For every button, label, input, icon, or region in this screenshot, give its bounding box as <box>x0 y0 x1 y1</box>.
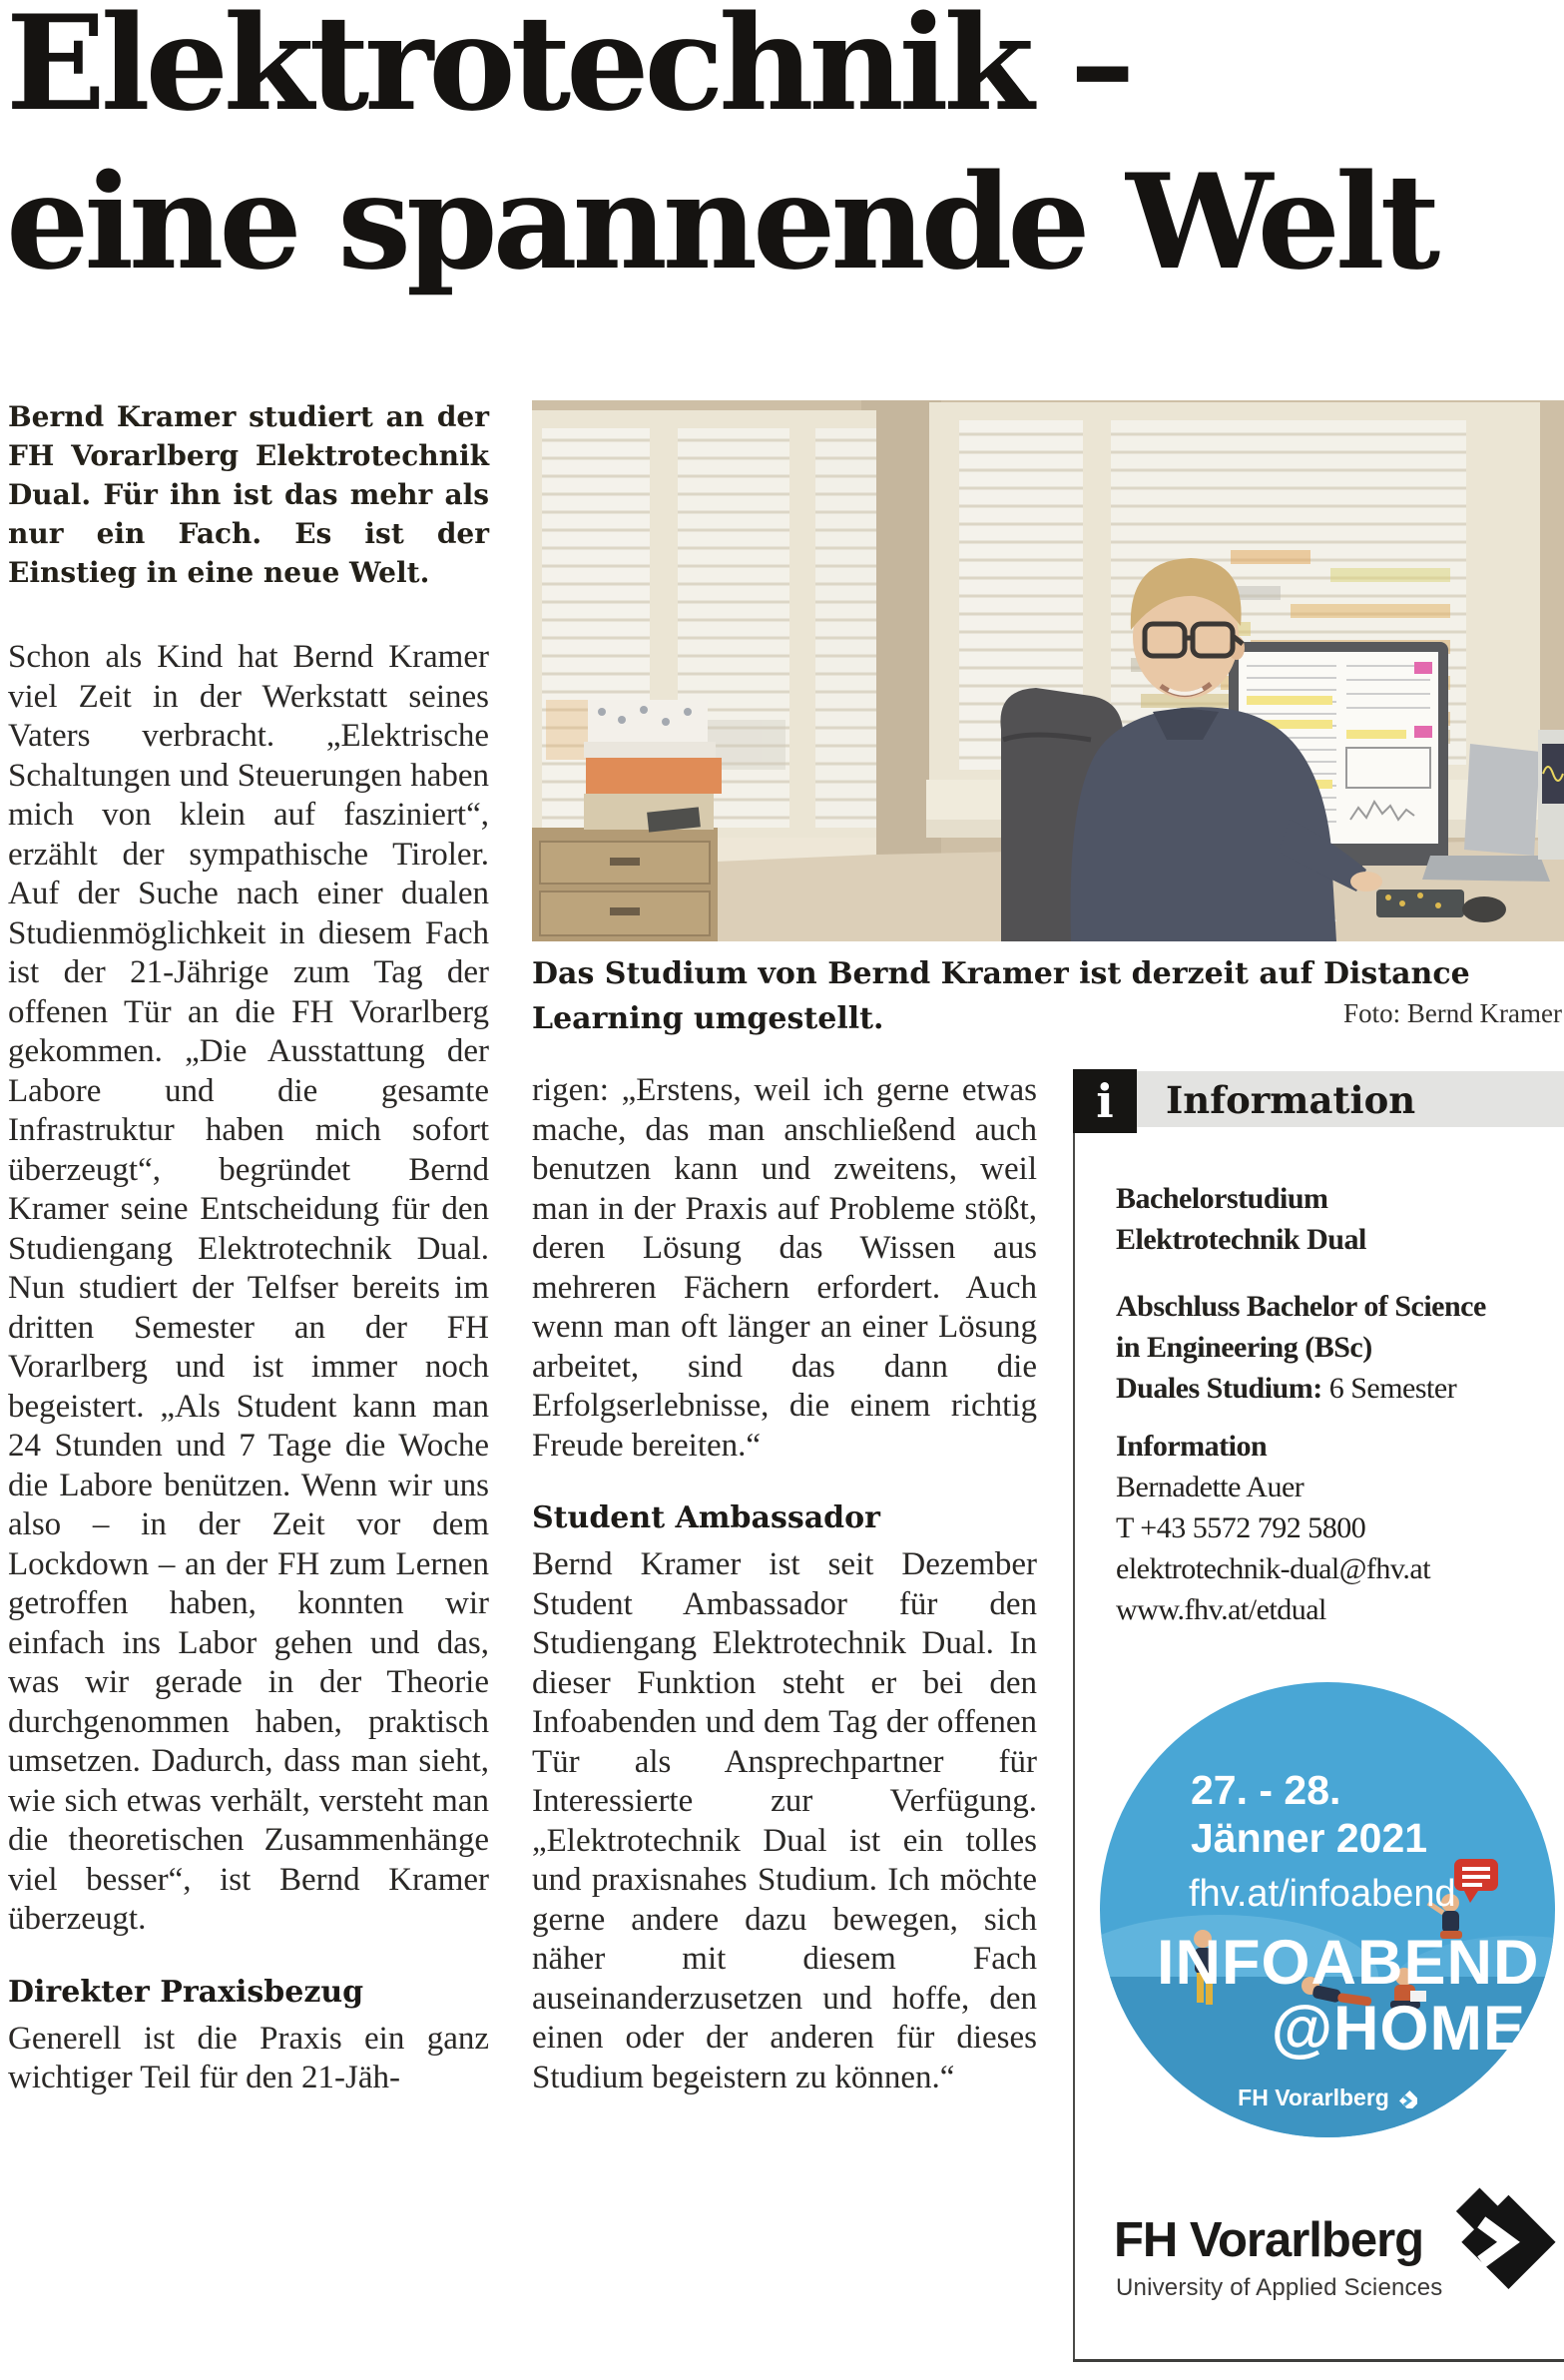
info-icon: i <box>1073 1069 1137 1133</box>
headline-line2: eine spannende Welt <box>6 145 1436 298</box>
infobox-contact-heading: Information <box>1116 1430 1268 1463</box>
article-paragraph: rigen: „Erstens, weil ich gerne etwas mache, das man anschließend auch benutzen kann und zweitens, weil man in der Praxis auf Probleme stößt, deren Lösung das Wissen aus mehreren Fächern erfordert. Auch wenn man oft länger an einer Lösung arbeitet, sind das dann die Erfolgserlebnisse, die einem richtig Freude bereiten.“ <box>532 1072 1037 1464</box>
infoabend-badge <box>1099 1681 1556 2138</box>
infobox-bottom-border <box>1073 2359 1564 2362</box>
badge-title-line1: INFOABEND <box>1157 1928 1540 1998</box>
badge-date-line1: 27. - 28. <box>1191 1767 1341 1813</box>
infobox-duration-value: 6 Semester <box>1321 1372 1457 1405</box>
fh-vorarlberg-logo-icon <box>1445 2182 1561 2298</box>
headline-line1: Elektrotechnik – <box>6 0 1131 140</box>
fhv-arrow-icon <box>1397 2088 1417 2108</box>
badge-url: fhv.at/infoabend <box>1189 1873 1456 1915</box>
article-paragraph: Schon als Kind hat Bernd Kramer viel Zeit in der Werkstatt seines Vaters verbracht. „Elektrische Schaltungen und Steuerungen haben mich von klein auf fasziniert“, erzählt der sympathische Tiroler. Auf der Suche nach einer dualen Studienmöglichkeit in diesem Fach ist der 21-Jährige zum Tag der offenen Tür an die FH Vorarlberg gekommen. „Die Ausstattung der Labore und die gesamte Infrastruktur haben mich sofort überzeugt“, begründet Bernd Kramer seine Entscheidung für den Studiengang Elektrotechnik Dual. Nun studiert der Telfser bereits im dritten Semester an der FH Vorarlberg und ist immer noch begeistert. „Als Student kann man 24 Stunden und 7 Tage die Woche die Labore benützen. Wenn wir uns also – in der Zeit vor dem Lockdown – an der FH zum Lernen getroffen haben, konnten wir einfach ins Labor gehen und das, was wir gerade in der Theorie durchgenommen haben, praktisch umsetzen. Dadurch, dass man sieht, wie sich etwas verhält, versteht man die theoretischen Zusammenhänge viel besser“, ist Bernd Kramer überzeugt. <box>8 639 489 1937</box>
infobox-contact-email: elektrotechnik-dual@fhv.at <box>1116 1552 1431 1585</box>
fh-vorarlberg-logo-name: FH Vorarlberg <box>1114 2213 1424 2267</box>
fh-vorarlberg-logo-subtitle: University of Applied Sciences <box>1116 2274 1443 2301</box>
article-column-2 <box>532 1071 1037 2097</box>
infobox-contact-web: www.fhv.at/etdual <box>1116 1593 1326 1626</box>
badge-brand-row <box>1099 2084 1556 2111</box>
photo-caption: Das Studium von Bernd Kramer ist derzeit auf Distance Learning umgestellt. <box>532 956 1470 1036</box>
infobox-duration-label: Duales Studium: <box>1116 1372 1322 1405</box>
article-headline <box>6 0 1435 301</box>
infobox-study-line2: Elektrotechnik Dual <box>1116 1223 1366 1256</box>
infobox-title: Information <box>1166 1078 1416 1122</box>
photo-illustration <box>532 400 1564 941</box>
article-column-1 <box>8 397 489 2098</box>
badge-brand-label: FH Vorarlberg <box>1238 2084 1389 2110</box>
infobox-degree-line2: in Engineering (BSc) <box>1116 1331 1372 1364</box>
article-paragraph: Generell ist die Praxis ein ganz wichtiger Teil für den 21-Jäh- <box>8 2020 489 2095</box>
badge-date-line2: Jänner 2021 <box>1191 1815 1428 1861</box>
article-photo <box>532 400 1564 941</box>
infobox-contact-phone: T +43 5572 792 5800 <box>1116 1511 1366 1544</box>
badge-title-line2: @HOME <box>1271 1994 1526 2064</box>
infobox-contact-name: Bernadette Auer <box>1116 1471 1304 1503</box>
subhead-direkter-praxisbezug: Direkter Praxisbezug <box>8 1974 364 2010</box>
article-lead: Bernd Kramer studiert an der FH Vorarlberg Elektrotechnik Dual. Für ihn ist das mehr als nur ein Fach. Es ist der Einstieg in eine neue Welt. <box>8 400 489 589</box>
infobox-left-border <box>1073 1128 1075 2362</box>
photo-credit: Foto: Bernd Kramer <box>1343 998 1562 1028</box>
subhead-student-ambassador: Student Ambassador <box>532 1500 880 1535</box>
infobox-degree-line1: Abschluss Bachelor of Science <box>1116 1290 1486 1323</box>
article-paragraph: Bernd Kramer ist seit Dezember Student Ambassador für den Studiengang Elektrotechnik Dual. In dieser Funktion steht er bei den Infoabenden und dem Tag der offenen Tür als Ansprechpartner für Interessierte zur Verfügung. „Elektrotechnik Dual ist ein tolles und praxisnahes Studium. Ich möchte gerne andere dazu bewegen, sich näher mit diesem Fach auseinanderzusetzen und hoffe, den einen oder der anderen für dieses Studium begeistern zu können.“ <box>532 1546 1037 2095</box>
infobox-study-line1: Bachelorstudium <box>1116 1182 1328 1215</box>
infobox-duration <box>1116 1368 1561 1409</box>
